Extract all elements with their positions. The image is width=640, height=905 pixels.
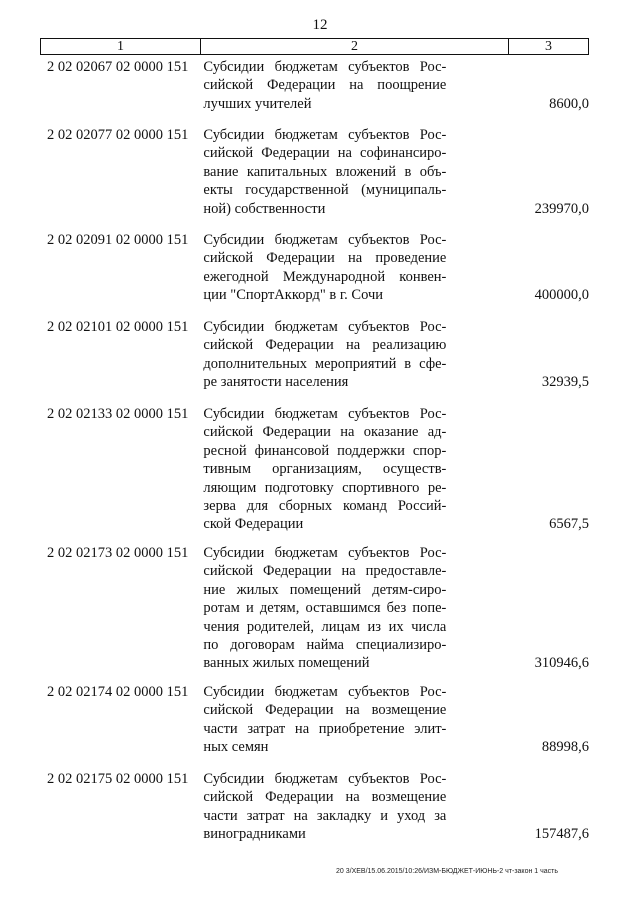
table-row <box>40 58 589 113</box>
description-line: Субсидии бюджетам субъектов Рос- <box>203 59 447 75</box>
description-line: зерва для сборных команд Россий- <box>203 498 447 515</box>
table-row <box>40 126 589 218</box>
income-description <box>203 683 446 757</box>
income-description <box>203 126 446 218</box>
income-description <box>203 231 446 305</box>
income-description <box>203 544 446 673</box>
description-line: сийской Федерации на софинансиро- <box>203 145 447 162</box>
description-line: ежегодной Международной конвен- <box>203 268 447 285</box>
description-line: ной) собственности <box>203 200 326 217</box>
description-line: ресной финансовой поддержки спор- <box>203 442 447 459</box>
description-line: вание капитальных вложений в объ- <box>203 163 447 180</box>
description-line: Субсидии бюджетам субъектов Рос- <box>203 684 447 700</box>
description-line: сийской Федерации на возмещение <box>203 789 447 806</box>
description-line: Субсидии бюджетам субъектов Рос- <box>203 771 447 787</box>
description-line: ре занятости населения <box>203 374 349 391</box>
table-header <box>40 38 589 55</box>
budget-code: 2 02 02067 02 0000 151 <box>47 59 189 75</box>
description-line: Субсидии бюджетам субъектов Рос- <box>203 127 447 143</box>
page-number: 12 <box>312 17 328 33</box>
header-column-3: 3 <box>545 38 552 54</box>
description-line: сийской Федерации на поощрение <box>203 77 447 94</box>
amount-value: 239970,0 <box>534 200 589 217</box>
amount-value: 32939,5 <box>541 374 589 391</box>
description-line: части затрат на приобретение элит- <box>203 720 447 737</box>
description-line: сийской Федерации на предоставле- <box>203 563 447 580</box>
income-description <box>203 58 446 113</box>
description-line: ротам и детям, оставшимся без попе- <box>203 600 447 617</box>
income-description <box>203 318 446 392</box>
header-column-1: 1 <box>41 39 201 54</box>
description-line: сийской Федерации на возмещение <box>203 702 447 719</box>
budget-code: 2 02 02173 02 0000 151 <box>47 545 189 561</box>
description-line: Субсидии бюджетам субъектов Рос- <box>203 406 447 422</box>
amount-value: 6567,5 <box>549 516 589 533</box>
description-line: сийской Федерации на оказание ад- <box>203 424 447 441</box>
budget-code: 2 02 02174 02 0000 151 <box>47 684 189 700</box>
amount-value: 8600,0 <box>549 95 589 112</box>
amount-value: 400000,0 <box>534 287 589 304</box>
description-line: сийской Федерации на проведение <box>203 250 447 267</box>
description-line: чения родителей, лицам из их числа <box>203 618 447 635</box>
income-description <box>203 405 446 534</box>
budget-code: 2 02 02133 02 0000 151 <box>47 406 189 422</box>
description-line: екты государственной (муниципаль- <box>203 182 447 199</box>
description-line: виноградниками <box>203 826 306 843</box>
description-line: Субсидии бюджетам субъектов Рос- <box>203 319 447 335</box>
description-line: ванных жилых помещений <box>203 655 370 672</box>
budget-code: 2 02 02077 02 0000 151 <box>47 127 189 143</box>
description-line: тивным организациям, осуществ- <box>203 461 447 478</box>
amount-value: 310946,6 <box>534 655 589 672</box>
table-row <box>40 544 589 673</box>
table-row <box>40 683 589 757</box>
description-line: части затрат на закладку и уход за <box>203 807 447 824</box>
income-description <box>203 770 446 844</box>
description-line: ние жилых помещений детям-сиро- <box>203 581 447 598</box>
amount-value: 88998,6 <box>541 739 589 756</box>
description-line: Субсидии бюджетам субъектов Рос- <box>203 232 447 248</box>
description-line: ных семян <box>203 739 269 756</box>
table-row <box>40 231 589 305</box>
description-line: дополнительных мероприятий в сфе- <box>203 355 447 372</box>
table-row <box>40 770 589 844</box>
amount-value: 157487,6 <box>534 826 589 843</box>
table-row <box>40 318 589 392</box>
budget-code: 2 02 02175 02 0000 151 <box>47 771 189 787</box>
table-row <box>40 405 589 534</box>
header-column-2: 2 <box>201 39 509 54</box>
description-line: ской Федерации <box>203 516 304 533</box>
description-line: Субсидии бюджетам субъектов Рос- <box>203 545 447 561</box>
budget-code: 2 02 02101 02 0000 151 <box>47 319 189 335</box>
description-line: лучших учителей <box>203 95 312 112</box>
description-line: ции "СпортАккорд" в г. Сочи <box>203 287 383 304</box>
description-line: ляющим подготовку спортивного ре- <box>203 479 447 496</box>
budget-code: 2 02 02091 02 0000 151 <box>47 232 189 248</box>
footer-doc-reference: 20 3/ХЕВ/15.06.2015/10:26/ИЗМ-БЮДЖЕТ-ИЮНЬ-2 чт-закон 1 часть <box>336 868 559 875</box>
description-line: по договорам найма специализиро- <box>203 637 447 654</box>
description-line: сийской Федерации на реализацию <box>203 337 447 354</box>
